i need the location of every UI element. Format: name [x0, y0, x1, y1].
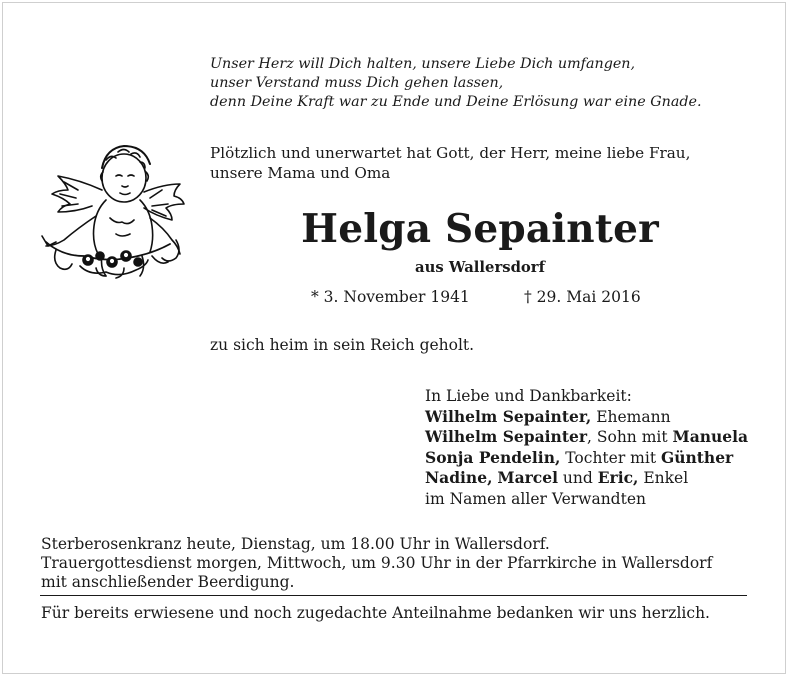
mourner-relation: Tochter mit: [560, 448, 661, 467]
notice-line: Trauergottesdienst morgen, Mittwoch, um 9.30 Uhr in der Pfarrkirche in Wallersdorf: [41, 554, 713, 572]
mourner-name: Wilhelm Sepainter: [425, 427, 588, 446]
mourners-intro: In Liebe und Dankbarkeit:: [425, 387, 632, 405]
conjunction: und: [557, 469, 598, 487]
mourner-line: [425, 407, 748, 428]
mourner-name: Wilhelm Sepainter,: [425, 406, 592, 426]
deceased-origin: aus Wallersdorf: [415, 259, 545, 276]
notice-line: mit anschließender Beerdigung.: [41, 573, 295, 591]
poem-line: Unser Herz will Dich halten, unsere Liebe Dich umfangen,: [210, 56, 636, 72]
mourner-relation: Enkel: [638, 469, 689, 487]
intro-line: unsere Mama und Oma: [210, 164, 391, 182]
intro-line: Plötzlich und unerwartet hat Gott, der Herr, meine liebe Frau,: [210, 144, 691, 162]
cherub-angel-icon: [36, 138, 186, 293]
mourner-line: [425, 468, 748, 489]
funeral-notice: [41, 535, 712, 592]
divider-line: [40, 595, 747, 596]
poem-line: denn Deine Kraft war zu Ende und Deine Erlösung war eine Gnade.: [210, 94, 702, 110]
mourner-relation: , Sohn mit: [587, 428, 673, 446]
birth-date: * 3. November 1941: [311, 288, 470, 306]
taken-home-text: zu sich heim in sein Reich geholt.: [210, 336, 475, 354]
thanks-text: Für bereits erwiesene und noch zugedachte Anteilnahme bedanken wir uns herzlich.: [41, 604, 710, 622]
mourner-line: [425, 448, 748, 469]
poem-verse: [210, 55, 702, 112]
death-announcement-intro: [210, 143, 690, 183]
mourner-partner: Manuela: [672, 427, 749, 446]
death-date: † 29. Mai 2016: [524, 288, 641, 306]
mourner-relation: Ehemann: [591, 407, 671, 426]
mourners-closing: im Namen aller Verwandten: [425, 489, 646, 508]
grandchild-name: Nadine,: [425, 468, 493, 487]
mourner-line: [425, 427, 748, 448]
mourner-partner: Günther: [660, 447, 734, 467]
mourner-name: Sonja Pendelin,: [425, 447, 561, 467]
poem-line: unser Verstand muss Dich gehen lassen,: [210, 75, 504, 91]
grandchild-name: Eric,: [597, 468, 639, 487]
notice-line: Sterberosenkranz heute, Dienstag, um 18.00 Uhr in Wallersdorf.: [41, 535, 550, 553]
deceased-name: Helga Sepainter: [301, 206, 659, 252]
grandchild-name: Marcel: [497, 468, 558, 487]
mourners-list: [425, 386, 748, 509]
